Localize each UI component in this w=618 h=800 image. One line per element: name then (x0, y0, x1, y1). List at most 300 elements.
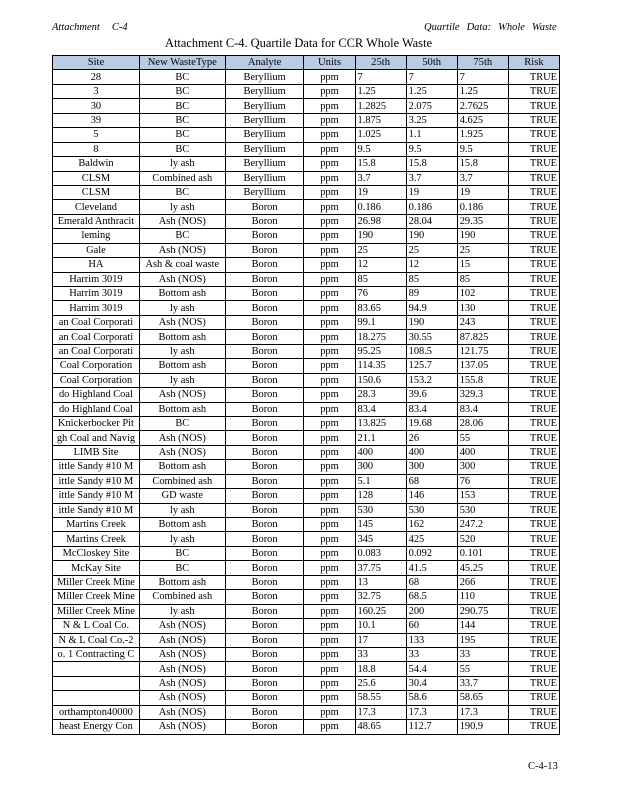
units-cell: ppm (304, 388, 355, 402)
q50-cell: 9.5 (406, 142, 457, 156)
waste-type-cell: Ash (NOS) (139, 431, 225, 445)
q25-cell: 150.6 (355, 373, 406, 387)
q25-cell: 13 (355, 575, 406, 589)
analyte-cell: Boron (225, 633, 304, 647)
risk-cell: TRUE (508, 619, 559, 633)
analyte-cell: Boron (225, 518, 304, 532)
table-row (53, 287, 560, 301)
q25-cell: 25.6 (355, 676, 406, 690)
table-row (53, 561, 560, 575)
risk-cell: TRUE (508, 258, 559, 272)
q25-cell: 9.5 (355, 142, 406, 156)
units-cell: ppm (304, 359, 355, 373)
risk-cell: TRUE (508, 647, 559, 661)
site-cell: Baldwin (53, 157, 140, 171)
site-cell: CLSM (53, 171, 140, 185)
risk-cell: TRUE (508, 185, 559, 199)
waste-type-cell: Bottom ash (139, 460, 225, 474)
waste-type-cell: ly ash (139, 301, 225, 315)
units-cell: ppm (304, 503, 355, 517)
table-row (53, 243, 560, 257)
column-header-waste-type: New WasteType (139, 56, 225, 70)
q50-cell: 33 (406, 647, 457, 661)
risk-cell: TRUE (508, 315, 559, 329)
q50-cell: 146 (406, 489, 457, 503)
q25-cell: 145 (355, 518, 406, 532)
q25-cell: 58.55 (355, 691, 406, 705)
q25-cell: 3.7 (355, 171, 406, 185)
site-cell: ittle Sandy #10 M (53, 489, 140, 503)
risk-cell: TRUE (508, 344, 559, 358)
risk-cell: TRUE (508, 402, 559, 416)
units-cell: ppm (304, 431, 355, 445)
q25-cell: 99.1 (355, 315, 406, 329)
analyte-cell: Boron (225, 619, 304, 633)
table-row (53, 344, 560, 358)
units-cell: ppm (304, 142, 355, 156)
q50-cell: 300 (406, 460, 457, 474)
q75-cell: 520 (457, 532, 508, 546)
q50-cell: 19.68 (406, 416, 457, 430)
site-cell: Miller Creek Mine (53, 604, 140, 618)
q75-cell: 83.4 (457, 402, 508, 416)
q75-cell: 290.75 (457, 604, 508, 618)
q25-cell: 48.65 (355, 720, 406, 734)
units-cell: ppm (304, 532, 355, 546)
site-cell: an Coal Corporati (53, 315, 140, 329)
risk-cell: TRUE (508, 489, 559, 503)
analyte-cell: Boron (225, 315, 304, 329)
site-cell: leming (53, 229, 140, 243)
analyte-cell: Beryllium (225, 70, 304, 84)
q75-cell: 247.2 (457, 518, 508, 532)
q50-cell: 85 (406, 272, 457, 286)
waste-type-cell: Ash (NOS) (139, 691, 225, 705)
table-row (53, 474, 560, 488)
site-cell: Harrim 3019 (53, 301, 140, 315)
analyte-cell: Boron (225, 720, 304, 734)
units-cell: ppm (304, 113, 355, 127)
page-number: C-4-13 (528, 761, 558, 772)
header-word: Waste (531, 22, 557, 33)
site-cell: do Highland Coal (53, 388, 140, 402)
units-cell: ppm (304, 84, 355, 98)
units-cell: ppm (304, 258, 355, 272)
analyte-cell: Beryllium (225, 171, 304, 185)
header-word: Data: (466, 22, 492, 33)
q50-cell: 125.7 (406, 359, 457, 373)
site-cell: o. 1 Contracting C (53, 647, 140, 661)
waste-type-cell: ly ash (139, 604, 225, 618)
risk-cell: TRUE (508, 287, 559, 301)
analyte-cell: Boron (225, 503, 304, 517)
table-row (53, 445, 560, 459)
table-row (53, 604, 560, 618)
q50-cell: 3.25 (406, 113, 457, 127)
units-cell: ppm (304, 157, 355, 171)
units-cell: ppm (304, 518, 355, 532)
units-cell: ppm (304, 416, 355, 430)
units-cell: ppm (304, 128, 355, 142)
units-cell: ppm (304, 705, 355, 719)
risk-cell: TRUE (508, 272, 559, 286)
column-header-units: Units (304, 56, 355, 70)
header-word: Quartile (424, 22, 460, 33)
column-header-analyte: Analyte (225, 56, 304, 70)
table-row (53, 575, 560, 589)
table-row (53, 532, 560, 546)
units-cell: ppm (304, 287, 355, 301)
waste-type-cell: Ash (NOS) (139, 214, 225, 228)
q75-cell: 3.7 (457, 171, 508, 185)
q75-cell: 19 (457, 185, 508, 199)
q25-cell: 95.25 (355, 344, 406, 358)
q50-cell: 162 (406, 518, 457, 532)
analyte-cell: Boron (225, 301, 304, 315)
q50-cell: 200 (406, 604, 457, 618)
q75-cell: 190.9 (457, 720, 508, 734)
table-row (53, 359, 560, 373)
site-cell: CLSM (53, 185, 140, 199)
q25-cell: 25 (355, 243, 406, 257)
site-cell (53, 662, 140, 676)
q50-cell: 425 (406, 532, 457, 546)
table-row (53, 691, 560, 705)
q25-cell: 17 (355, 633, 406, 647)
q25-cell: 0.083 (355, 546, 406, 560)
q25-cell: 85 (355, 272, 406, 286)
q75-cell: 28.06 (457, 416, 508, 430)
q50-cell: 41.5 (406, 561, 457, 575)
q50-cell: 68 (406, 575, 457, 589)
waste-type-cell: Bottom ash (139, 402, 225, 416)
analyte-cell: Boron (225, 532, 304, 546)
risk-cell: TRUE (508, 157, 559, 171)
waste-type-cell: Combined ash (139, 171, 225, 185)
site-cell: McCloskey Site (53, 546, 140, 560)
analyte-cell: Boron (225, 344, 304, 358)
site-cell: 39 (53, 113, 140, 127)
running-header-left (52, 22, 128, 33)
q25-cell: 7 (355, 70, 406, 84)
waste-type-cell: BC (139, 185, 225, 199)
table-row (53, 546, 560, 560)
units-cell: ppm (304, 691, 355, 705)
units-cell: ppm (304, 662, 355, 676)
risk-cell: TRUE (508, 84, 559, 98)
q25-cell: 190 (355, 229, 406, 243)
site-cell: an Coal Corporati (53, 330, 140, 344)
waste-type-cell: BC (139, 99, 225, 113)
site-cell: Cleveland (53, 200, 140, 214)
risk-cell: TRUE (508, 676, 559, 690)
q75-cell: 400 (457, 445, 508, 459)
site-cell: an Coal Corporati (53, 344, 140, 358)
table-row (53, 330, 560, 344)
table-row (53, 633, 560, 647)
units-cell: ppm (304, 604, 355, 618)
table-row (53, 431, 560, 445)
units-cell: ppm (304, 185, 355, 199)
q75-cell: 76 (457, 474, 508, 488)
risk-cell: TRUE (508, 416, 559, 430)
site-cell: 28 (53, 70, 140, 84)
q50-cell: 58.6 (406, 691, 457, 705)
units-cell: ppm (304, 70, 355, 84)
q50-cell: 7 (406, 70, 457, 84)
column-header-75th: 75th (457, 56, 508, 70)
site-cell (53, 676, 140, 690)
units-cell: ppm (304, 474, 355, 488)
waste-type-cell: ly ash (139, 157, 225, 171)
q50-cell: 108.5 (406, 344, 457, 358)
site-cell: ittle Sandy #10 M (53, 474, 140, 488)
q25-cell: 28.3 (355, 388, 406, 402)
q25-cell: 1.25 (355, 84, 406, 98)
waste-type-cell: ly ash (139, 532, 225, 546)
site-cell: Coal Corporation (53, 373, 140, 387)
table-row (53, 315, 560, 329)
waste-type-cell: Bottom ash (139, 359, 225, 373)
q50-cell: 0.092 (406, 546, 457, 560)
waste-type-cell: Bottom ash (139, 575, 225, 589)
units-cell: ppm (304, 99, 355, 113)
waste-type-cell: GD waste (139, 489, 225, 503)
table-row (53, 200, 560, 214)
q75-cell: 195 (457, 633, 508, 647)
risk-cell: TRUE (508, 691, 559, 705)
analyte-cell: Boron (225, 402, 304, 416)
waste-type-cell: BC (139, 229, 225, 243)
waste-type-cell: BC (139, 113, 225, 127)
q75-cell: 266 (457, 575, 508, 589)
risk-cell: TRUE (508, 604, 559, 618)
risk-cell: TRUE (508, 301, 559, 315)
risk-cell: TRUE (508, 200, 559, 214)
q75-cell: 45.25 (457, 561, 508, 575)
q75-cell: 1.25 (457, 84, 508, 98)
analyte-cell: Beryllium (225, 157, 304, 171)
waste-type-cell: Bottom ash (139, 287, 225, 301)
q25-cell: 5.1 (355, 474, 406, 488)
q50-cell: 112.7 (406, 720, 457, 734)
units-cell: ppm (304, 330, 355, 344)
site-cell: 3 (53, 84, 140, 98)
q25-cell: 114.35 (355, 359, 406, 373)
waste-type-cell: Ash (NOS) (139, 315, 225, 329)
q75-cell: 55 (457, 662, 508, 676)
analyte-cell: Boron (225, 416, 304, 430)
q75-cell: 15 (457, 258, 508, 272)
site-cell: Miller Creek Mine (53, 590, 140, 604)
analyte-cell: Boron (225, 691, 304, 705)
analyte-cell: Boron (225, 200, 304, 214)
table-title: Attachment C-4. Quartile Data for CCR Whole Waste (165, 36, 432, 50)
q75-cell: 155.8 (457, 373, 508, 387)
q25-cell: 26.98 (355, 214, 406, 228)
risk-cell: TRUE (508, 388, 559, 402)
q75-cell: 137.05 (457, 359, 508, 373)
q25-cell: 1.2825 (355, 99, 406, 113)
site-cell: LIMB Site (53, 445, 140, 459)
waste-type-cell: ly ash (139, 503, 225, 517)
q50-cell: 2.075 (406, 99, 457, 113)
q25-cell: 400 (355, 445, 406, 459)
risk-cell: TRUE (508, 503, 559, 517)
analyte-cell: Boron (225, 272, 304, 286)
table-row (53, 301, 560, 315)
q50-cell: 530 (406, 503, 457, 517)
column-header-site: Site (53, 56, 140, 70)
q25-cell: 76 (355, 287, 406, 301)
site-cell: 30 (53, 99, 140, 113)
risk-cell: TRUE (508, 142, 559, 156)
site-cell: Emerald Anthracit (53, 214, 140, 228)
units-cell: ppm (304, 647, 355, 661)
q50-cell: 17.3 (406, 705, 457, 719)
q75-cell: 29.35 (457, 214, 508, 228)
units-cell: ppm (304, 575, 355, 589)
site-cell: Knickerbocker Pit (53, 416, 140, 430)
waste-type-cell: BC (139, 70, 225, 84)
waste-type-cell: ly ash (139, 200, 225, 214)
q50-cell: 12 (406, 258, 457, 272)
q50-cell: 1.25 (406, 84, 457, 98)
q25-cell: 1.875 (355, 113, 406, 127)
q75-cell: 0.101 (457, 546, 508, 560)
site-cell: Harrim 3019 (53, 287, 140, 301)
q50-cell: 19 (406, 185, 457, 199)
site-cell: ittle Sandy #10 M (53, 503, 140, 517)
waste-type-cell: BC (139, 546, 225, 560)
risk-cell: TRUE (508, 214, 559, 228)
q50-cell: 68 (406, 474, 457, 488)
q25-cell: 17.3 (355, 705, 406, 719)
q25-cell: 83.4 (355, 402, 406, 416)
analyte-cell: Boron (225, 445, 304, 459)
q25-cell: 83.65 (355, 301, 406, 315)
units-cell: ppm (304, 229, 355, 243)
column-header-25th: 25th (355, 56, 406, 70)
q50-cell: 26 (406, 431, 457, 445)
header-word: Whole (498, 22, 525, 33)
q50-cell: 89 (406, 287, 457, 301)
analyte-cell: Boron (225, 489, 304, 503)
risk-cell: TRUE (508, 546, 559, 560)
q75-cell: 121.75 (457, 344, 508, 358)
table-row (53, 647, 560, 661)
risk-cell: TRUE (508, 229, 559, 243)
q75-cell: 4.625 (457, 113, 508, 127)
waste-type-cell: Ash (NOS) (139, 633, 225, 647)
table-row (53, 619, 560, 633)
q75-cell: 300 (457, 460, 508, 474)
q50-cell: 83.4 (406, 402, 457, 416)
units-cell: ppm (304, 720, 355, 734)
site-cell: 5 (53, 128, 140, 142)
risk-cell: TRUE (508, 705, 559, 719)
q25-cell: 33 (355, 647, 406, 661)
analyte-cell: Boron (225, 575, 304, 589)
analyte-cell: Boron (225, 460, 304, 474)
units-cell: ppm (304, 460, 355, 474)
units-cell: ppm (304, 590, 355, 604)
risk-cell: TRUE (508, 330, 559, 344)
risk-cell: TRUE (508, 474, 559, 488)
q75-cell: 0.186 (457, 200, 508, 214)
waste-type-cell: BC (139, 416, 225, 430)
q50-cell: 28.04 (406, 214, 457, 228)
table-row (53, 214, 560, 228)
q50-cell: 30.4 (406, 676, 457, 690)
analyte-cell: Beryllium (225, 128, 304, 142)
q25-cell: 345 (355, 532, 406, 546)
analyte-cell: Boron (225, 647, 304, 661)
table-row (53, 84, 560, 98)
analyte-cell: Boron (225, 388, 304, 402)
q25-cell: 13.825 (355, 416, 406, 430)
risk-cell: TRUE (508, 373, 559, 387)
q75-cell: 85 (457, 272, 508, 286)
table-row (53, 705, 560, 719)
waste-type-cell: Bottom ash (139, 518, 225, 532)
analyte-cell: Beryllium (225, 99, 304, 113)
quartile-data-table (52, 55, 560, 735)
q75-cell: 329.3 (457, 388, 508, 402)
q50-cell: 400 (406, 445, 457, 459)
column-header-50th: 50th (406, 56, 457, 70)
q25-cell: 10.1 (355, 619, 406, 633)
units-cell: ppm (304, 561, 355, 575)
waste-type-cell: BC (139, 128, 225, 142)
running-header-right (424, 22, 564, 33)
header-attachment-label: Attachment (52, 22, 100, 33)
site-cell: Coal Corporation (53, 359, 140, 373)
risk-cell: TRUE (508, 561, 559, 575)
waste-type-cell: ly ash (139, 344, 225, 358)
analyte-cell: Boron (225, 561, 304, 575)
units-cell: ppm (304, 272, 355, 286)
q50-cell: 153.2 (406, 373, 457, 387)
q50-cell: 190 (406, 229, 457, 243)
waste-type-cell: BC (139, 561, 225, 575)
waste-type-cell: Ash (NOS) (139, 619, 225, 633)
risk-cell: TRUE (508, 633, 559, 647)
q50-cell: 190 (406, 315, 457, 329)
q25-cell: 18.275 (355, 330, 406, 344)
waste-type-cell: Ash (NOS) (139, 662, 225, 676)
analyte-cell: Boron (225, 705, 304, 719)
units-cell: ppm (304, 445, 355, 459)
risk-cell: TRUE (508, 113, 559, 127)
q25-cell: 21.1 (355, 431, 406, 445)
table-row (53, 373, 560, 387)
table-row (53, 402, 560, 416)
waste-type-cell: BC (139, 84, 225, 98)
site-cell: N & L Coal Co.-2 (53, 633, 140, 647)
q75-cell: 130 (457, 301, 508, 315)
q75-cell: 55 (457, 431, 508, 445)
analyte-cell: Boron (225, 546, 304, 560)
q25-cell: 128 (355, 489, 406, 503)
table-header-row (53, 56, 560, 70)
waste-type-cell: ly ash (139, 373, 225, 387)
units-cell: ppm (304, 200, 355, 214)
q50-cell: 68.5 (406, 590, 457, 604)
units-cell: ppm (304, 315, 355, 329)
units-cell: ppm (304, 171, 355, 185)
waste-type-cell: Ash (NOS) (139, 388, 225, 402)
